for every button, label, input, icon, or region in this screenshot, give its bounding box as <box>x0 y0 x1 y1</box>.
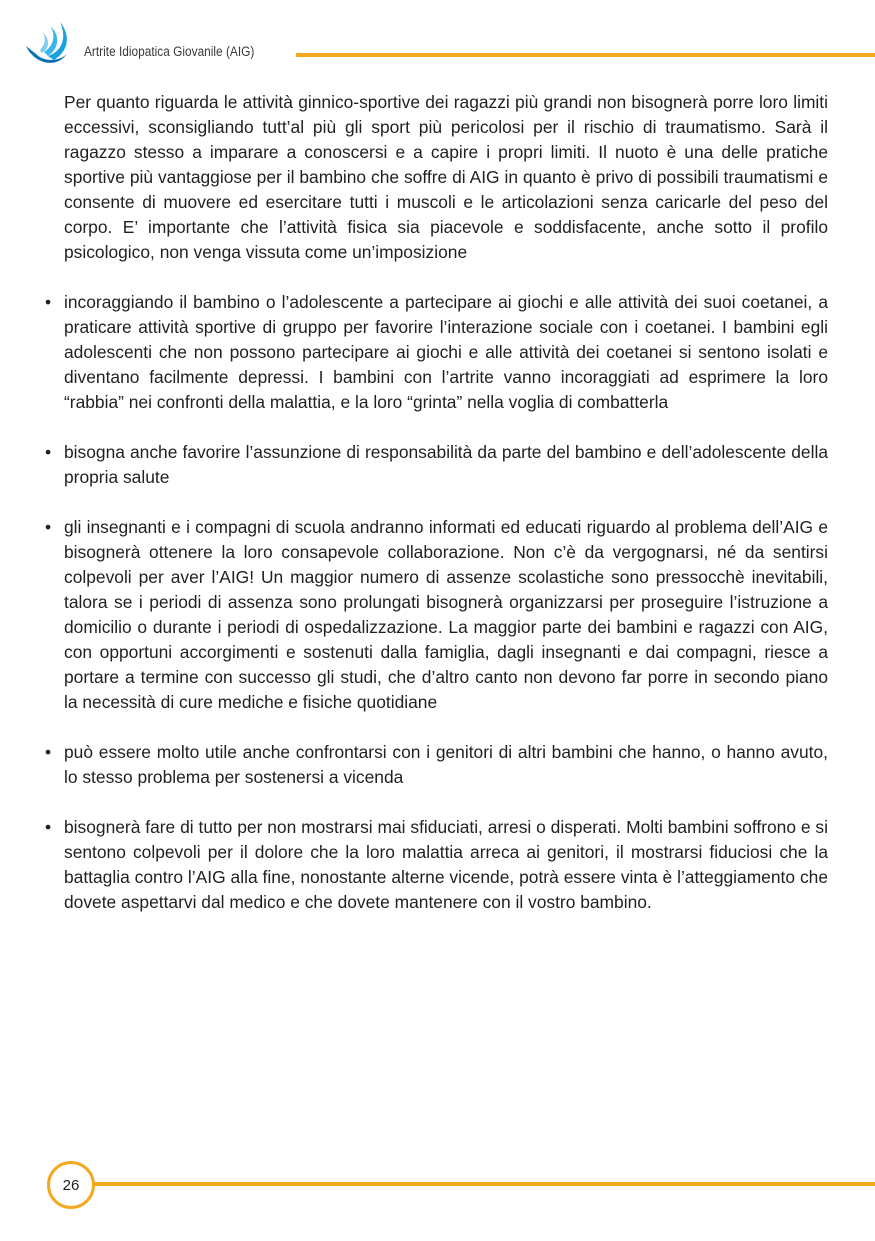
list-item <box>45 815 828 915</box>
page-header <box>0 0 875 80</box>
bullet-icon: • <box>45 442 52 462</box>
intro-paragraph: Per quanto riguarda le attività ginnico-sportive dei ragazzi più grandi non bisognerà porre loro limiti eccessivi, sconsigliando tutt’al più gli sport più pericolosi per il rischio di traumatismo. Sarà il ragazzo stesso a imparare a conoscersi e a capire i propri limiti. Il nuoto è una delle pratiche sportive più vantaggiose per il bambino che soffre di AIG in quanto è privo di possibili traumatismi e consente di muovere ed esercitare tutti i muscoli e le articolazioni senza caricarle del peso del corpo. E’ importante che l’attività fisica sia piacevole e soddisfacente, anche sotto il profilo psicologico, non venga vissuta come un’imposizione <box>64 92 828 262</box>
list-item <box>45 515 828 715</box>
list-item-text: bisogna anche favorire l’assunzione di responsabilità da parte del bambino e dell’adolescente della propria salute <box>64 442 828 487</box>
list-item-text: può essere molto utile anche confrontarsi con i genitori di altri bambini che hanno, o hanno avuto, lo stesso problema per sostenersi a vicenda <box>64 742 828 787</box>
page-body <box>45 90 828 940</box>
list-item <box>45 440 828 490</box>
list-item <box>45 740 828 790</box>
list-item-text: incoraggiando il bambino o l’adolescente a partecipare ai giochi e alle attività dei suoi coetanei, a praticare attività sportive di gruppo per favorire l’interazione sociale con i coetanei. I bambini egli adolescenti che non possono partecipare ai giochi e alle attività dei coetanei si sentono isolati e diventano facilmente depressi. I bambini con l’artrite vanno incoraggiati ad esprimere la loro “rabbia” nei confronti della malattia, e la loro “grinta” nella voglia di combatterla <box>64 292 828 412</box>
bullet-icon: • <box>45 742 52 762</box>
page-footer <box>0 1156 875 1216</box>
bullet-icon: • <box>45 517 52 537</box>
page-number: 26 <box>47 1161 95 1209</box>
swoosh-logo-icon <box>24 20 72 72</box>
header-rule <box>296 53 875 57</box>
footer-rule <box>94 1182 875 1186</box>
list-item <box>45 290 828 415</box>
bullet-icon: • <box>45 817 52 837</box>
list-item-text: bisognerà fare di tutto per non mostrarsi mai sfiduciati, arresi o disperati. Molti bambini soffrono e si sentono colpevoli per il dolore che la loro malattia arreca ai genitori, il mostrarsi fiduciosi che la battaglia contro l’AIG alla fine, nonostante alterne vicende, potrà essere vinta è l’atteggiamento che dovete aspettarvi dal medico e che dovete mantenere con il vostro bambino. <box>64 817 828 912</box>
running-header-title: Artrite Idiopatica Giovanile (AIG) <box>84 44 255 59</box>
list-item-text: gli insegnanti e i compagni di scuola andranno informati ed educati riguardo al problema dell’AIG e bisognerà ottenere la loro consapevole collaborazione. Non c’è da vergognarsi, né da sentirsi colpevoli per aver l’AIG! Un maggior numero di assenze scolastiche sono pressocchè inevitabili, talora se i periodi di assenza sono prolungati bisognerà organizzarsi per proseguire l’istruzione a domicilio o durante i periodi di ospedalizzazione. La maggior parte dei bambini e ragazzi con AIG, con opportuni accorgimenti e sostenuti dalla famiglia, dagli insegnanti e dai compagni, riesce a portare a termine con successo gli studi, che d’altro canto non devono far porre in secondo piano la necessità di cure mediche e fisiche quotidiane <box>64 517 828 712</box>
bullet-icon: • <box>45 292 52 312</box>
